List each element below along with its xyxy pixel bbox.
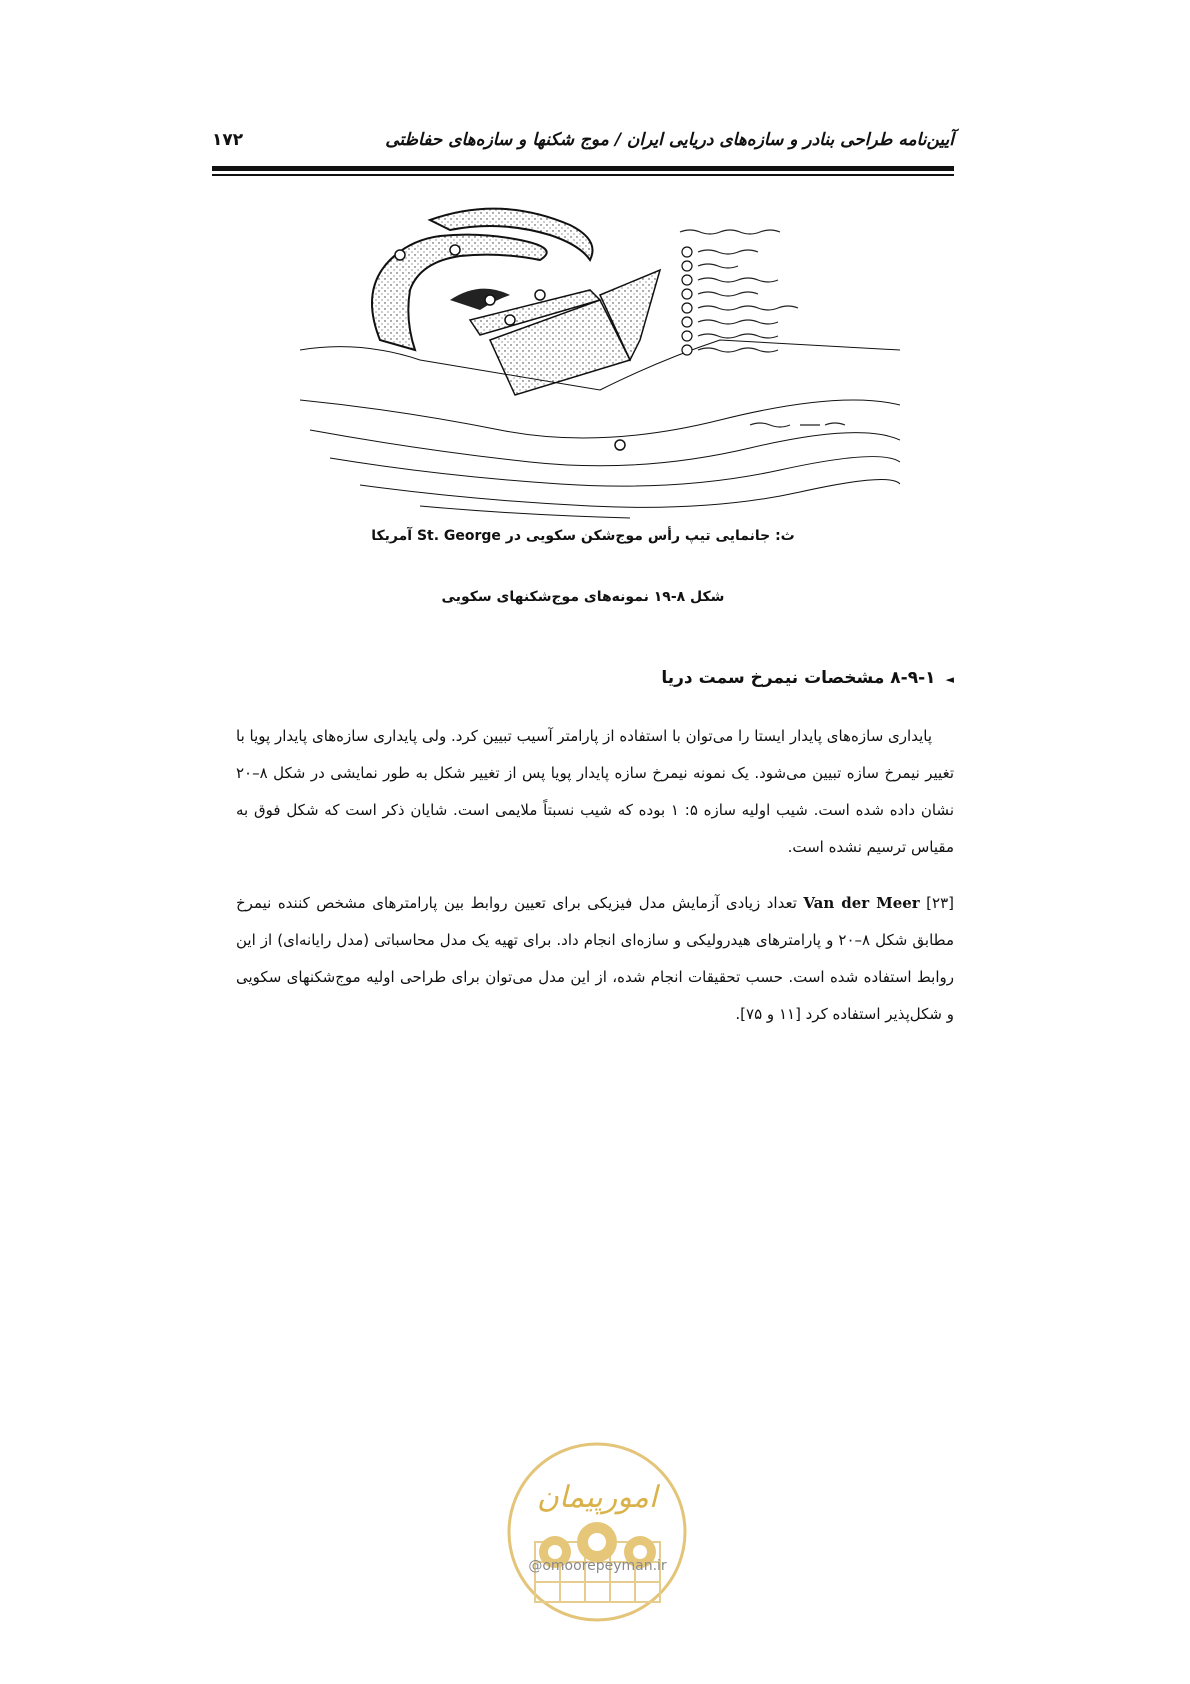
plan-legend xyxy=(682,247,692,355)
body-paragraph-1 xyxy=(236,718,954,866)
figure-caption: شکل ۸-۱۹ نمونه‌های موج‌شکنهای سکویی xyxy=(441,589,725,605)
watermark-brand: امورپیمان xyxy=(536,1480,658,1515)
section-heading xyxy=(661,668,954,688)
header-rule-thin xyxy=(212,174,954,176)
inner-mole xyxy=(450,289,510,310)
section-marker-icon: ◄ xyxy=(945,673,954,686)
watermark-logo xyxy=(490,1432,705,1647)
author-name: Van der Meer xyxy=(803,894,920,912)
watermark-url-text: omoorepeyman.ir xyxy=(542,1558,667,1574)
watermark-seal-icon xyxy=(490,1432,705,1647)
plan-legend-scribbles xyxy=(680,230,845,427)
site-plan-drawing xyxy=(300,200,900,520)
watermark-url: @omoorepeyman.ir xyxy=(528,1558,667,1574)
breakwater-site-plan-figure xyxy=(300,200,900,520)
body-paragraph-2 xyxy=(236,885,954,1033)
paragraph-1-text: پایداری سازه‌های پایدار ایستا را می‌توان با استفاده از پارامتر آسیب تبیین کرد. ولی پایداری سازه‌های پایدار پویا با تغییر نیمرخ سازه تبیین می‌شود. یک نمونه نیمرخ سازه پایدار پویا پس از تغییر شکل به طور نمایشی در شکل ۸–۲۰ نشان داده شده است. شیب اولیه سازه ۵: ۱ بوده که شیب نسبتاً ملایمی است. شایان ذکر است که شکل فوق به مقیاس ترسیم نشده است. xyxy=(236,727,954,856)
section-heading-text: ۸-۹-۱ مشخصات نیمرخ سمت دریا xyxy=(661,668,936,688)
running-header xyxy=(212,128,954,158)
paragraph-2-text xyxy=(236,885,954,1033)
paragraph-2-body: [۲۳] تعداد زیادی آزمایش مدل فیزیکی برای تعیین روابط بین پارامترهای مشخص کننده نیمرخ مطابق شکل ۸–۲۰ و پارامترهای هیدرولیکی و سازه‌ای انجام داد. برای تهیه یک مدل محاسباتی (مدل رایانه‌ای) از این روابط استفاده شده است. حسب تحقیقات انجام شده، از این مدل می‌توان برای طراحی اولیه موج‌شکنهای سکویی و شکل‌پذیر استفاده کرد [۱۱ و ۷۵]. xyxy=(236,894,955,1023)
page-number: ۱۷۲ xyxy=(212,130,244,150)
header-rule-thick xyxy=(212,166,954,171)
figure-subcaption: ث: جانمایی تیپ رأس موج‌شکن سکویی در St. George آمریکا xyxy=(371,528,795,544)
header-title: آیین‌نامه طراحی بنادر و سازه‌های دریایی ایران / موج شکنها و سازه‌های حفاظتی xyxy=(385,130,954,150)
